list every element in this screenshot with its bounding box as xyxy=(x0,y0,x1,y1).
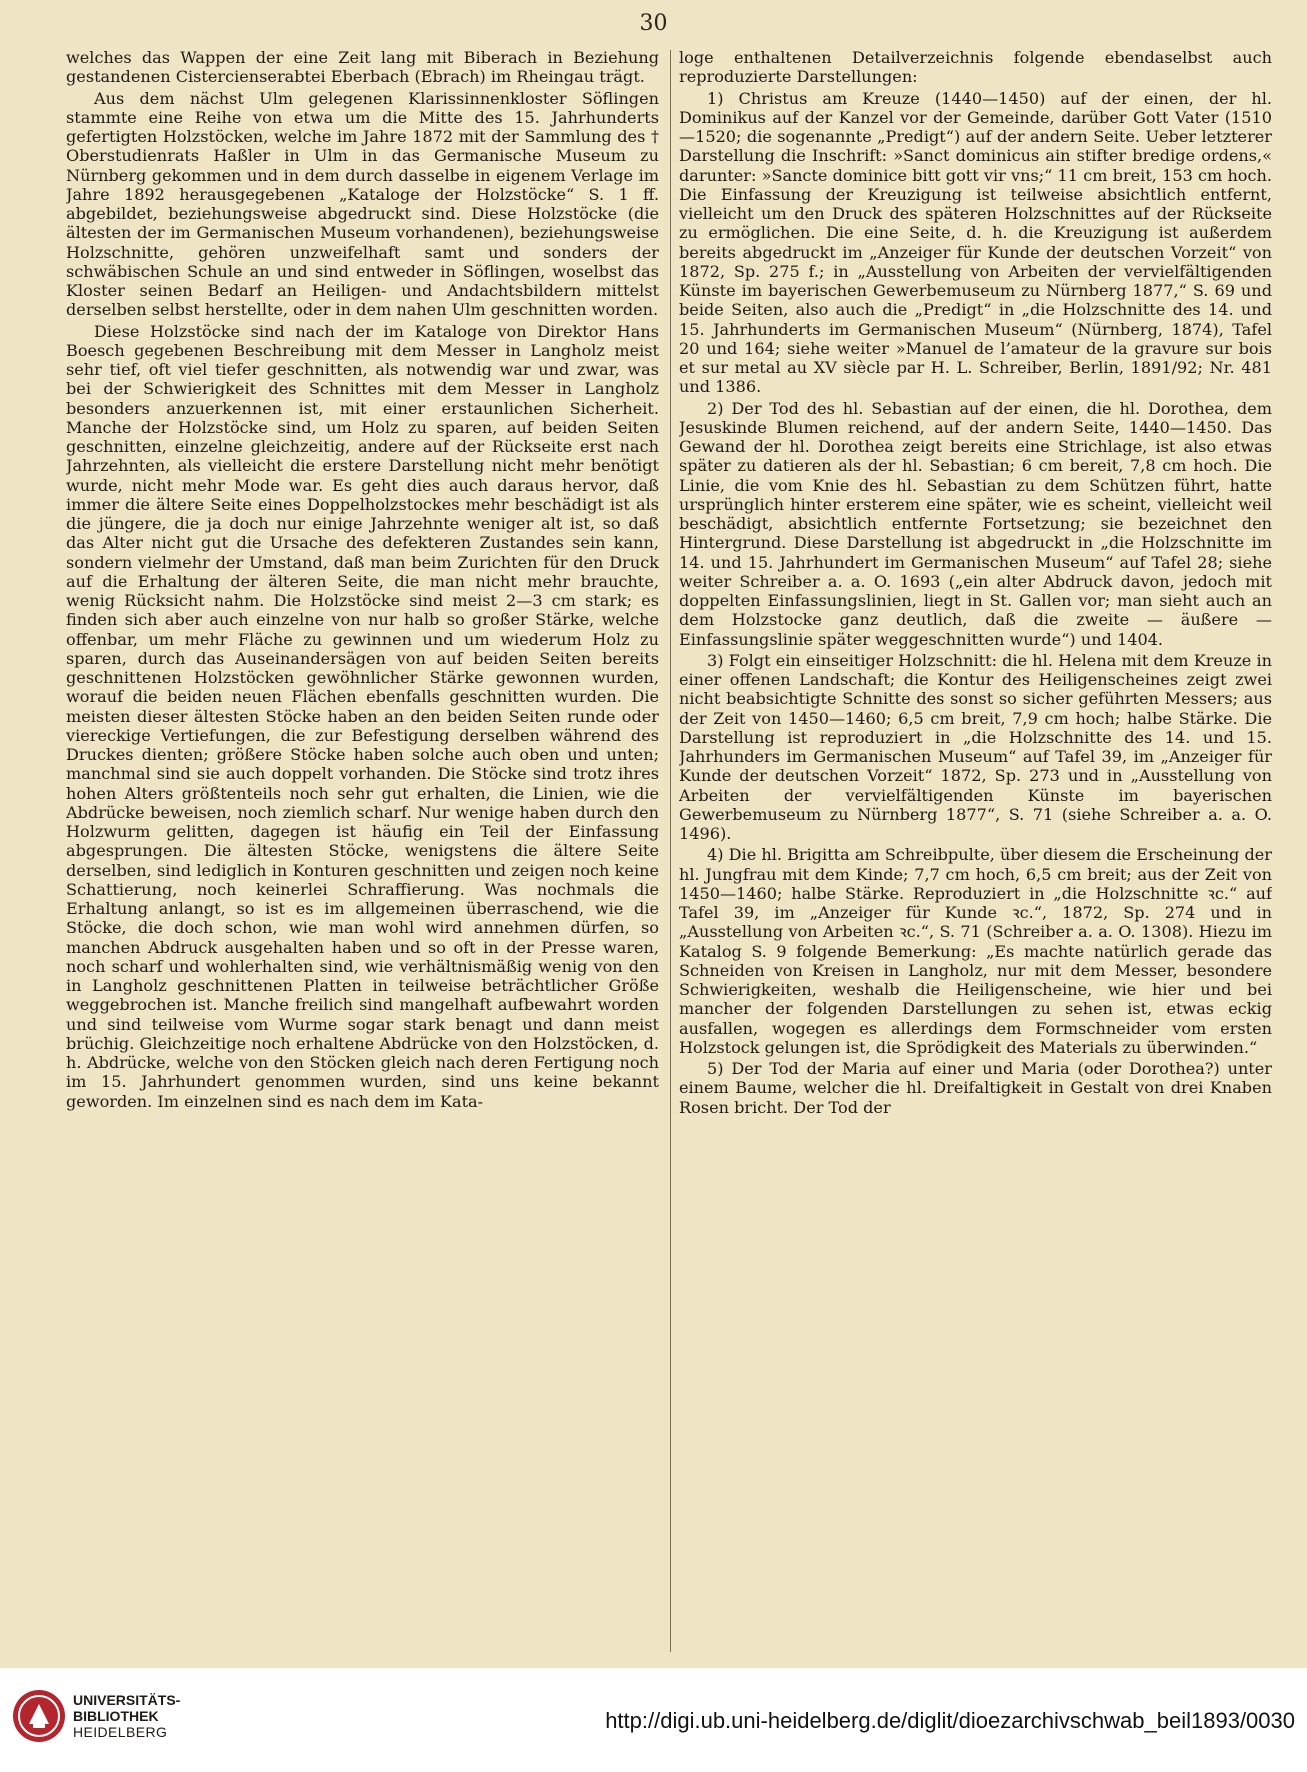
right-paragraph-3: 2) Der Tod des hl. Sebastian auf der einen, die hl. Dorothea, dem Jesuskinde Blumen reichend, auf der andern Seite, 1440—1450. Das Gewand der hl. Dorothea zeigt bereits eine Strichlage, ist also etwas später zu datieren als der hl. Sebastian; 6 cm bereit, 7,8 cm hoch. Die Linie, die vom Knie des hl. Sebastian zu dem Schützen führt, hatte ursprünglich hinter ersterem eine später, wie es scheint, vielleicht weil beschädigt, absichtlich entfernte Fortsetzung; sie bezeichnet den Hintergrund. Diese Darstellung ist abgedruckt in „die Holzschnitte im 14. und 15. Jahrhundert im Germanischen Museum“ auf Tafel 28; siehe weiter Schreiber a. a. O. 1693 („ein alter Abdruck davon, jedoch mit doppelten Einfassungslinien, liegt in St. Gallen vor; man sieht auch an dem Holzstocke ganz deutlich, daß die zweite — äußere — Einfassungslinie später weggeschnitten wurde“) und 1404. xyxy=(679,398,1272,649)
library-logo-text xyxy=(73,1692,180,1740)
right-paragraph-1: loge enthaltenen Detailverzeichnis folgende ebendaselbst auch reproduzierte Darstellungen: xyxy=(679,48,1272,87)
right-paragraph-5: 4) Die hl. Brigitta am Schreibpulte, über diesem die Erscheinung der hl. Jungfrau mit dem Kinde; 7,7 cm hoch, 6,5 cm breit; aus der Zeit von 1450—1460; halbe Stärke. Reproduziert in „die Holzschnitte ꝛc.“ auf Tafel 39, im „Anzeiger für Kunde ꝛc.“, 1872, Sp. 274 und in „Ausstellung von Arbeiten ꝛc.“, S. 71 (Schreiber a. a. O. 1308). Hiezu im Katalog S. 9 folgende Bemerkung: „Es machte natürlich gerade das Schneiden von Kreisen in Langholz, nur mit dem Messer, besondere Schwierigkeiten, weshalb die Heiligenscheine, wie hier und bei mancher der folgenden Darstellungen zu sehen ist, etwas eckig ausfallen, wogegen es allerdings dem Formschneider vom ersten Holzstock gelungen ist, die Sprödigkeit des Materials zu überwinden.“ xyxy=(679,845,1272,1057)
source-url-link[interactable]: http://digi.ub.uni-heidelberg.de/diglit/dioezarchivschwab_beil1893/0030 xyxy=(605,1708,1295,1733)
university-seal-icon xyxy=(11,1688,67,1744)
logo-line-2: BIBLIOTHEK xyxy=(73,1708,159,1724)
right-paragraph-6: 5) Der Tod der Maria auf einer und Maria (oder Dorothea?) unter einem Baume, welcher die hl. Dreifaltigkeit in Gestalt von drei Knaben Rosen bricht. Der Tod der xyxy=(679,1059,1272,1117)
left-paragraph-1: welches das Wappen der eine Zeit lang mit Biberach in Beziehung gestandenen Cistercienserabtei Eberbach (Ebrach) im Rheingau trägt. xyxy=(66,48,659,87)
viewer-footer xyxy=(0,1668,1307,1772)
left-column xyxy=(66,48,659,1654)
logo-line-1: UNIVERSITÄTS- xyxy=(73,1692,181,1708)
logo-line-3: HEIDELBERG xyxy=(73,1724,168,1740)
left-paragraph-2: Aus dem nächst Ulm gelegenen Klarissinnenkloster Söflingen stammte eine Reihe von etwa um die Mitte des 15. Jahrhunderts gefertigten Holzstöcken, welche im Jahre 1872 mit der Sammlung des † Oberstudienrats Haßler in Ulm in das Germanische Museum zu Nürnberg gekommen und in dem durch dasselbe in eigenem Verlage im Jahre 1892 herausgegebenen „Kataloge der Holzstöcke“ S. 1 ff. abgebildet, beziehungsweise abgedruckt sind. Diese Holzstöcke (die ältesten der im Germanischen Museum vorhandenen), beziehungsweise Holzschnitte, gehören unzweifelhaft samt und sonders der schwäbischen Schule an und sind entweder in Söflingen, woselbst das Kloster seinen Bedarf an Heiligen- und Andachtsbildern mittelst derselben selbst herstellte, oder in dem nahen Ulm geschnitten worden. xyxy=(66,88,659,320)
right-paragraph-4: 3) Folgt ein einseitiger Holzschnitt: die hl. Helena mit dem Kreuze in einer offenen Landschaft; die Kontur des Heiligenscheines zeigt zwei nicht beabsichtigte Schnitte des sonst so sicher geführten Messers; aus der Zeit von 1450—1460; 6,5 cm breit, 7,9 cm hoch; halbe Stärke. Die Darstellung ist reproduziert in „die Holzschnitte des 14. und 15. Jahrhunders im Germanischen Museum“ auf Tafel 39, im „Anzeiger für Kunde der deutschen Vorzeit“ 1872, Sp. 273 und in „Ausstellung von Arbeiten der vervielfältigenden Künste im bayerischen Gewerbemuseum zu Nürnberg 1877“, S. 71 (siehe Schreiber a. a. O. 1496). xyxy=(679,650,1272,843)
left-paragraph-3: Diese Holzstöcke sind nach der im Kataloge von Direktor Hans Boesch gegebenen Beschreibung mit dem Messer in Langholz meist sehr tief, oft viel tiefer geschnitten, als notwendig war und zwar, was bei der Schwierigkeit des Schnittes mit dem Messer in Langholz besonders anzuerkennen ist, mit einer erstaunlichen Sicherheit. Manche der Holzstöcke sind, um Holz zu sparen, auf beiden Seiten geschnitten, einzelne gleichzeitig, andere auf der Rückseite erst nach Jahrzehnten, als vielleicht die erstere Darstellung nicht mehr benötigt wurde, nicht mehr Mode war. Es geht dies auch daraus hervor, daß immer die ältere Seite eines Doppelholzstockes mehr beschädigt ist als die jüngere, die ja doch nur einige Jahrzehnte weniger alt ist, so daß das Alter nicht gut die Ursache des defekteren Zustandes sein kann, sondern vielmehr der Umstand, daß man beim Zurichten für den Druck auf die Erhaltung der älteren Seite, die man nicht mehr brauchte, wenig Rücksicht nahm. Die Holzstöcke sind meist 2—3 cm stark; es finden sich aber auch einzelne von nur halb so großer Stärke, welche offenbar, um mehr Fläche zu gewinnen und um wiederum Holz zu sparen, durch das Auseinandersägen von auf beiden Seiten bereits geschnittenen Holzstöcken gewöhnlicher Stärke gewonnen wurden, worauf die beiden neuen Flächen ebenfalls geschnitten wurden. Die meisten dieser ältesten Stöcke haben an den beiden Seiten runde oder viereckige Vertiefungen, die zur Befestigung derselben während des Druckes dienten; größere Stöcke haben solche auch oben und unten; manchmal sind sie auch doppelt vorhanden. Die Stöcke sind trotz ihres hohen Alters größtenteils noch sehr gut erhalten, die Linien, wie die Abdrücke beweisen, noch ziemlich scharf. Nur wenige haben durch den Holzwurm gelitten, dagegen ist häufig ein Teil der Einfassung abgesprungen. Die ältesten Stöcke, wenigstens die ältere Seite derselben, sind lediglich in Konturen geschnitten und zeigen noch keine Schattierung, noch keinerlei Schraffierung. Was nochmals die Erhaltung anlangt, so ist es im allgemeinen überraschend, wie die Stöcke, die doch schon, wie man wohl wird annehmen dürfen, so manchen Abdruck ausgehalten haben und so oft in der Presse waren, noch scharf und wohlerhalten sind, wie verhältnismäßig wenig von den in Langholz geschnittenen Platten in teilweise beträchtlicher Größe weggebrochen ist. Manche freilich sind mangelhaft aufbewahrt worden und sind teilweise vom Wurme sogar stark benagt und dann meist brüchig. Gleichzeitige noch erhaltene Abdrücke von den Holzstöcken, d. h. Abdrücke, welche von den Stöcken gleich nach deren Fertigung noch im 15. Jahrhundert genommen wurden, sind uns keine bekannt geworden. Im einzelnen sind es nach dem im Kata- xyxy=(66,321,659,1111)
page-number: 30 xyxy=(639,11,668,36)
right-paragraph-2: 1) Christus am Kreuze (1440—1450) auf der einen, der hl. Dominikus auf der Kanzel vor der Gemeinde, darüber Gott Vater (1510—1520; die sogenannte „Predigt“) auf der andern Seite. Ueber letzterer Darstellung die Inschrift: »Sanct dominicus ain stifter bredige ordens,« darunter: »Sancte dominice bitt gott vir vns;“ 11 cm breit, 153 cm hoch. Die Einfassung der Kreuzigung ist teilweise absichtlich entfernt, vielleicht um den Druck des späteren Holzschnittes auf der Rückseite zu ermöglichen. Die eine Seite, d. h. die Kreuzigung ist außerdem bereits abgedruckt im „Anzeiger für Kunde der deutschen Vorzeit“ von 1872, Sp. 275 f.; in „Ausstellung von Arbeiten der vervielfältigenden Künste im bayerischen Gewerbemuseum zu Nürnberg 1877,“ S. 69 und beide Seiten, also auch die „Predigt“ in „die Holzschnitte des 14. und 15. Jahrhunderts im Germanischen Museum“ (Nürnberg, 1874), Tafel 20 und 164; siehe weiter »Manuel de l’amateur de la gravure sur bois et sur metal au XV siècle par H. L. Schreiber, Berlin, 1891/92; Nr. 481 und 1386. xyxy=(679,88,1272,397)
right-column xyxy=(679,48,1272,1654)
column-divider xyxy=(670,50,671,1652)
